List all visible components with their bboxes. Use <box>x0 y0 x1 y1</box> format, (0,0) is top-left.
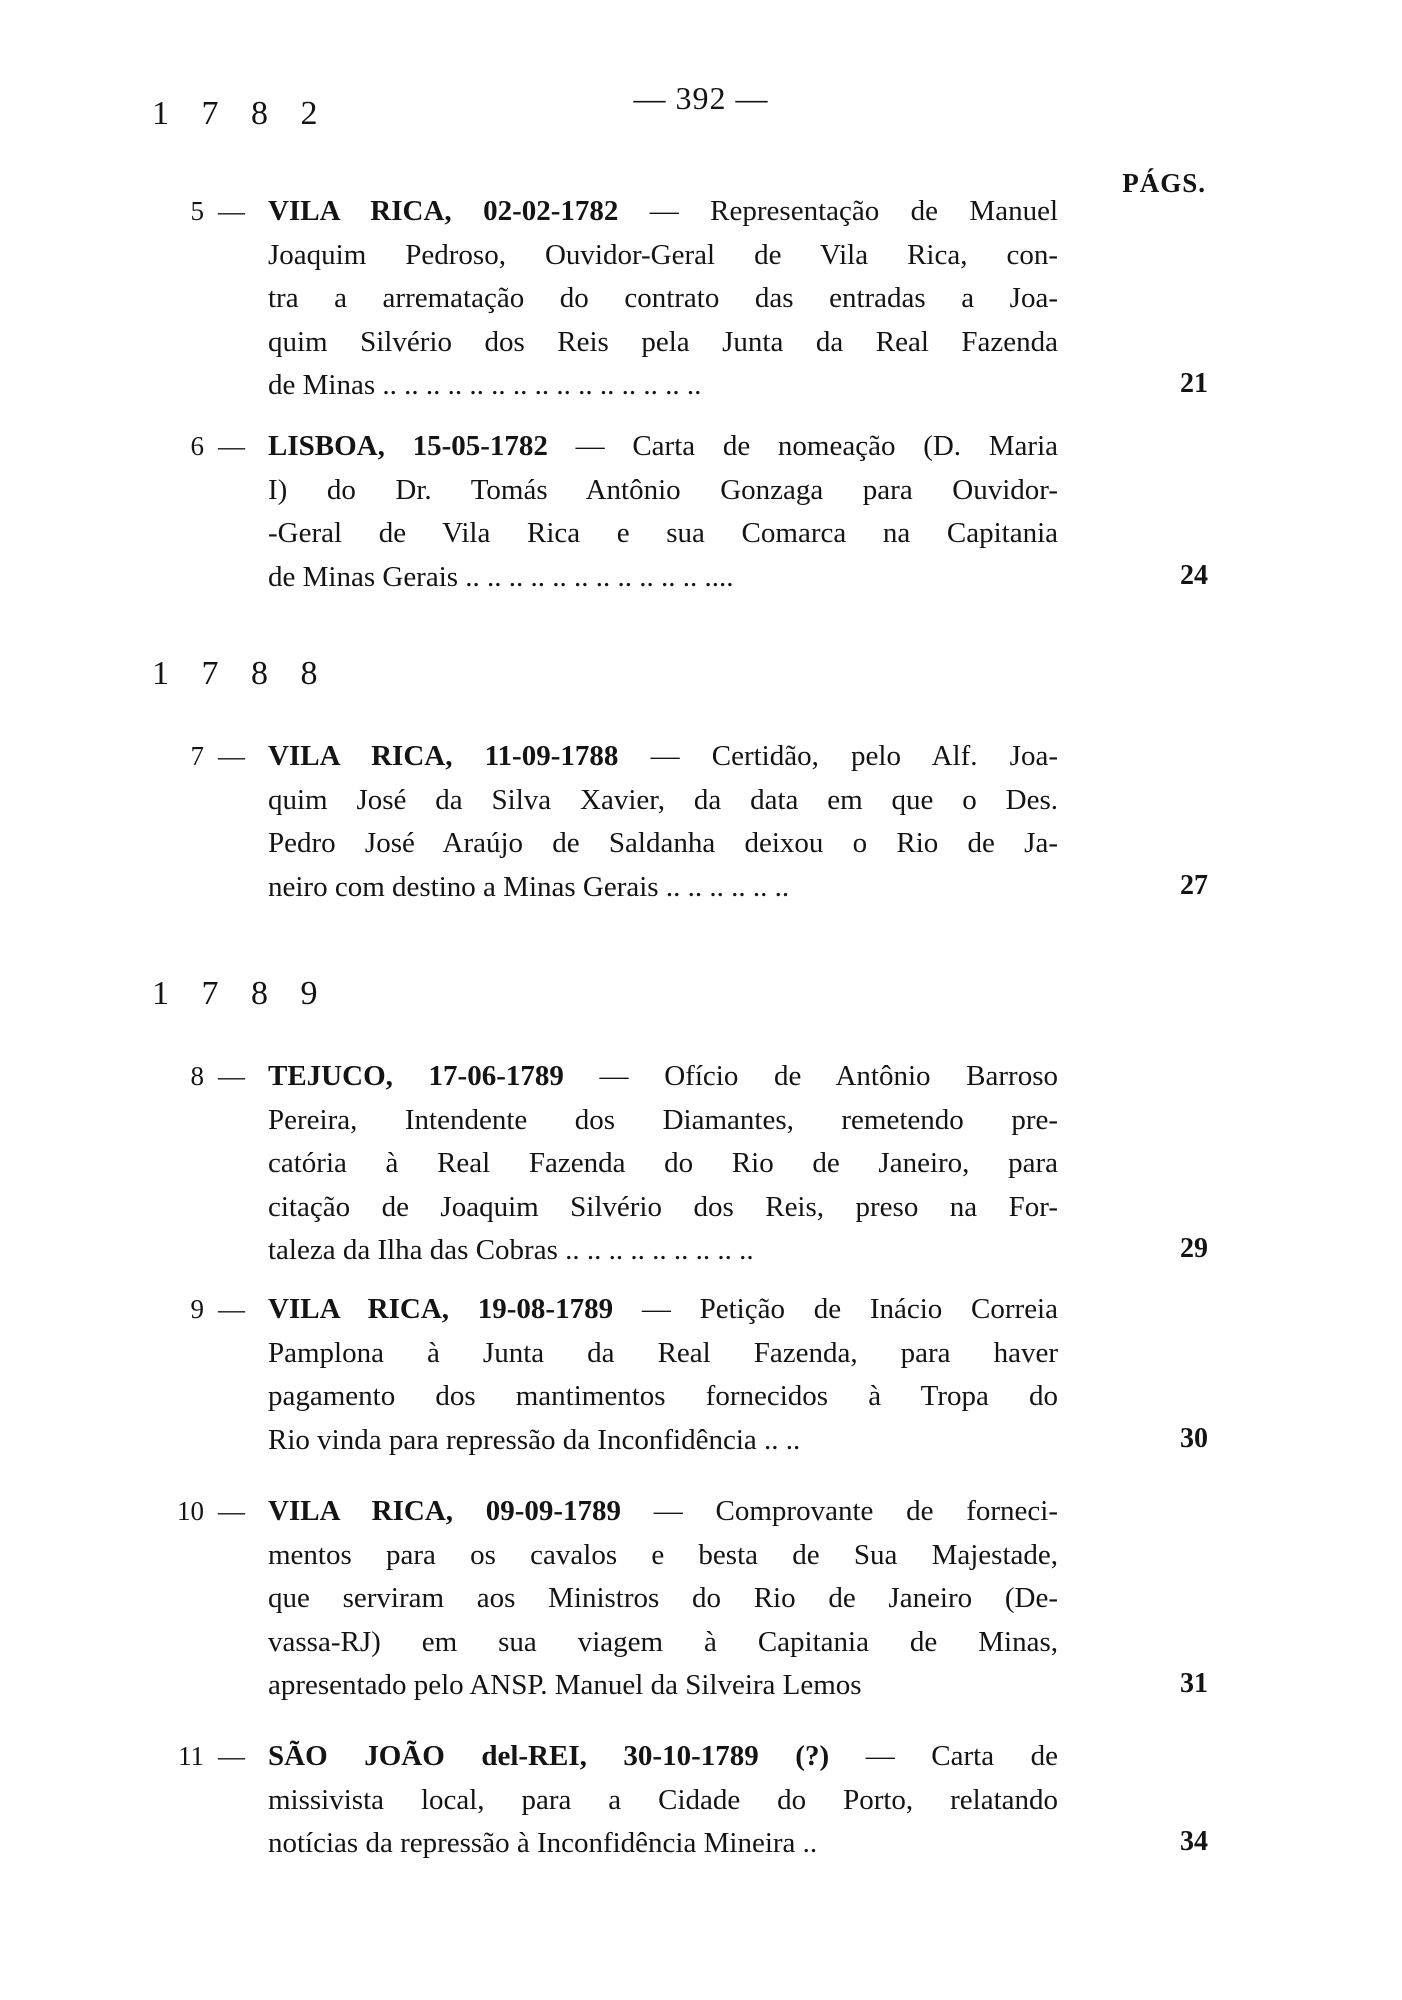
entry-page-number: 34 <box>1180 1826 1208 1857</box>
entry-line: TEJUCO, 17-06-1789 — Ofício de Antônio Barroso <box>268 1060 1058 1092</box>
entry-line: mentos para os cavalos e besta de Sua Majestade, <box>268 1538 1058 1571</box>
entry-description <box>268 425 1058 599</box>
entry-line: de Minas Gerais .. .. .. .. .. .. .. .. .. .. .. .... <box>268 560 734 593</box>
entry-number: 11 <box>178 1741 204 1771</box>
entry-dash: — <box>218 196 245 226</box>
year-heading: 1 7 8 9 <box>152 975 330 1012</box>
entry-place-date: TEJUCO, 17-06-1789 <box>268 1060 564 1092</box>
entry-line: pagamento dos mantimentos fornecidos à Tropa do <box>268 1380 1058 1412</box>
entry-number: 10 <box>177 1496 204 1526</box>
entry-dash: — <box>218 1294 245 1324</box>
entry-line: notícias da repressão à Inconfidência Mineira .. <box>268 1827 818 1859</box>
entry-dash: — <box>218 741 245 771</box>
entry-line: Pamplona à Junta da Real Fazenda, para haver <box>268 1336 1058 1369</box>
entry-number: 7 <box>190 741 204 771</box>
entry-number: 5 <box>190 196 204 226</box>
entry-page-number: 21 <box>1180 368 1208 399</box>
entry-line: I) do Dr. Tomás Antônio Gonzaga para Ouvidor- <box>268 473 1058 506</box>
entry-line: Joaquim Pedroso, Ouvidor-Geral de Vila Rica, con- <box>268 238 1058 271</box>
entry-line: Pedro José Araújo de Saldanha deixou o Rio de Ja- <box>268 827 1058 859</box>
entry-description <box>268 1055 1058 1273</box>
entry-line: VILA RICA, 02-02-1782 — Representação de Manuel <box>268 195 1059 227</box>
entry-page-number: 29 <box>1180 1233 1208 1264</box>
entry-description <box>268 1735 1058 1866</box>
entry-number: 8 <box>190 1061 204 1091</box>
entry-description <box>268 190 1058 408</box>
entry-line: taleza da Ilha das Cobras .. .. .. .. .. .. .. .. .. <box>268 1234 754 1266</box>
entry-description <box>268 735 1058 909</box>
entry-dash: — <box>218 1496 245 1526</box>
entry-line: quim Silvério dos Reis pela Junta da Real Fazenda <box>268 325 1058 358</box>
entry-line: citação de Joaquim Silvério dos Reis, preso na For- <box>268 1190 1058 1223</box>
entry-line: tra a arrematação do contrato das entradas a Joa- <box>268 282 1058 314</box>
entry-description <box>268 1490 1058 1708</box>
entry-place-date: LISBOA, 15-05-1782 <box>268 430 548 462</box>
entry-page-number: 27 <box>1180 869 1208 901</box>
entry-line: de Minas .. .. .. .. .. .. .. .. .. .. .. .. .. .. .. <box>268 369 702 401</box>
year-heading: 1 7 8 2 <box>152 95 330 132</box>
entry-number: 9 <box>190 1294 204 1324</box>
entry-line: VILA RICA, 19-08-1789 — Petição de Inácio Correia <box>268 1293 1058 1325</box>
entry-line: catória à Real Fazenda do Rio de Janeiro, para <box>268 1147 1058 1179</box>
entry-line: SÃO JOÃO del-REI, 30-10-1789 (?) — Carta de <box>268 1740 1058 1772</box>
entry-page-number: 30 <box>1180 1422 1208 1454</box>
entry-place-date: VILA RICA, 02-02-1782 <box>268 195 619 227</box>
entry-line: LISBOA, 15-05-1782 — Carta de nomeação (D. Maria <box>268 430 1058 462</box>
entry-page-number: 24 <box>1180 559 1208 591</box>
entry-line: missivista local, para a Cidade do Porto, relatando <box>268 1783 1058 1816</box>
entry-dash: — <box>218 1061 245 1091</box>
entry-page-number: 31 <box>1180 1668 1208 1699</box>
entry-line: vassa-RJ) em sua viagem à Capitania de Minas, <box>268 1625 1058 1658</box>
entry-place-date: VILA RICA, 09-09-1789 <box>268 1495 622 1527</box>
entry-place-date: VILA RICA, 11-09-1788 <box>268 740 619 772</box>
entry-number: 6 <box>190 431 204 461</box>
entry-dash: — <box>218 431 245 461</box>
entry-line: apresentado pelo ANSP. Manuel da Silveira Lemos <box>268 1669 862 1701</box>
entry-line: -Geral de Vila Rica e sua Comarca na Capitania <box>268 517 1058 549</box>
pages-column-header: PÁGS. <box>1122 168 1206 198</box>
entry-dash: — <box>218 1741 245 1771</box>
entry-place-date: SÃO JOÃO del-REI, 30-10-1789 (?) <box>268 1740 830 1772</box>
entry-line: VILA RICA, 09-09-1789 — Comprovante de forneci- <box>268 1495 1058 1527</box>
entry-line: quim José da Silva Xavier, da data em que o Des. <box>268 783 1058 816</box>
page-number: — 392 — <box>633 80 769 116</box>
entry-place-date: VILA RICA, 19-08-1789 <box>268 1293 614 1325</box>
entry-line: neiro com destino a Minas Gerais .. .. .. .. .. .. <box>268 870 790 903</box>
entry-line: que serviram aos Ministros do Rio de Janeiro (De- <box>268 1582 1058 1614</box>
entry-line: VILA RICA, 11-09-1788 — Certidão, pelo Alf. Joa- <box>268 740 1058 772</box>
entry-description <box>268 1288 1058 1462</box>
year-heading: 1 7 8 8 <box>152 655 330 692</box>
entry-line: Pereira, Intendente dos Diamantes, remetendo pre- <box>268 1103 1058 1136</box>
entry-line: Rio vinda para repressão da Inconfidência .. .. <box>268 1423 801 1456</box>
